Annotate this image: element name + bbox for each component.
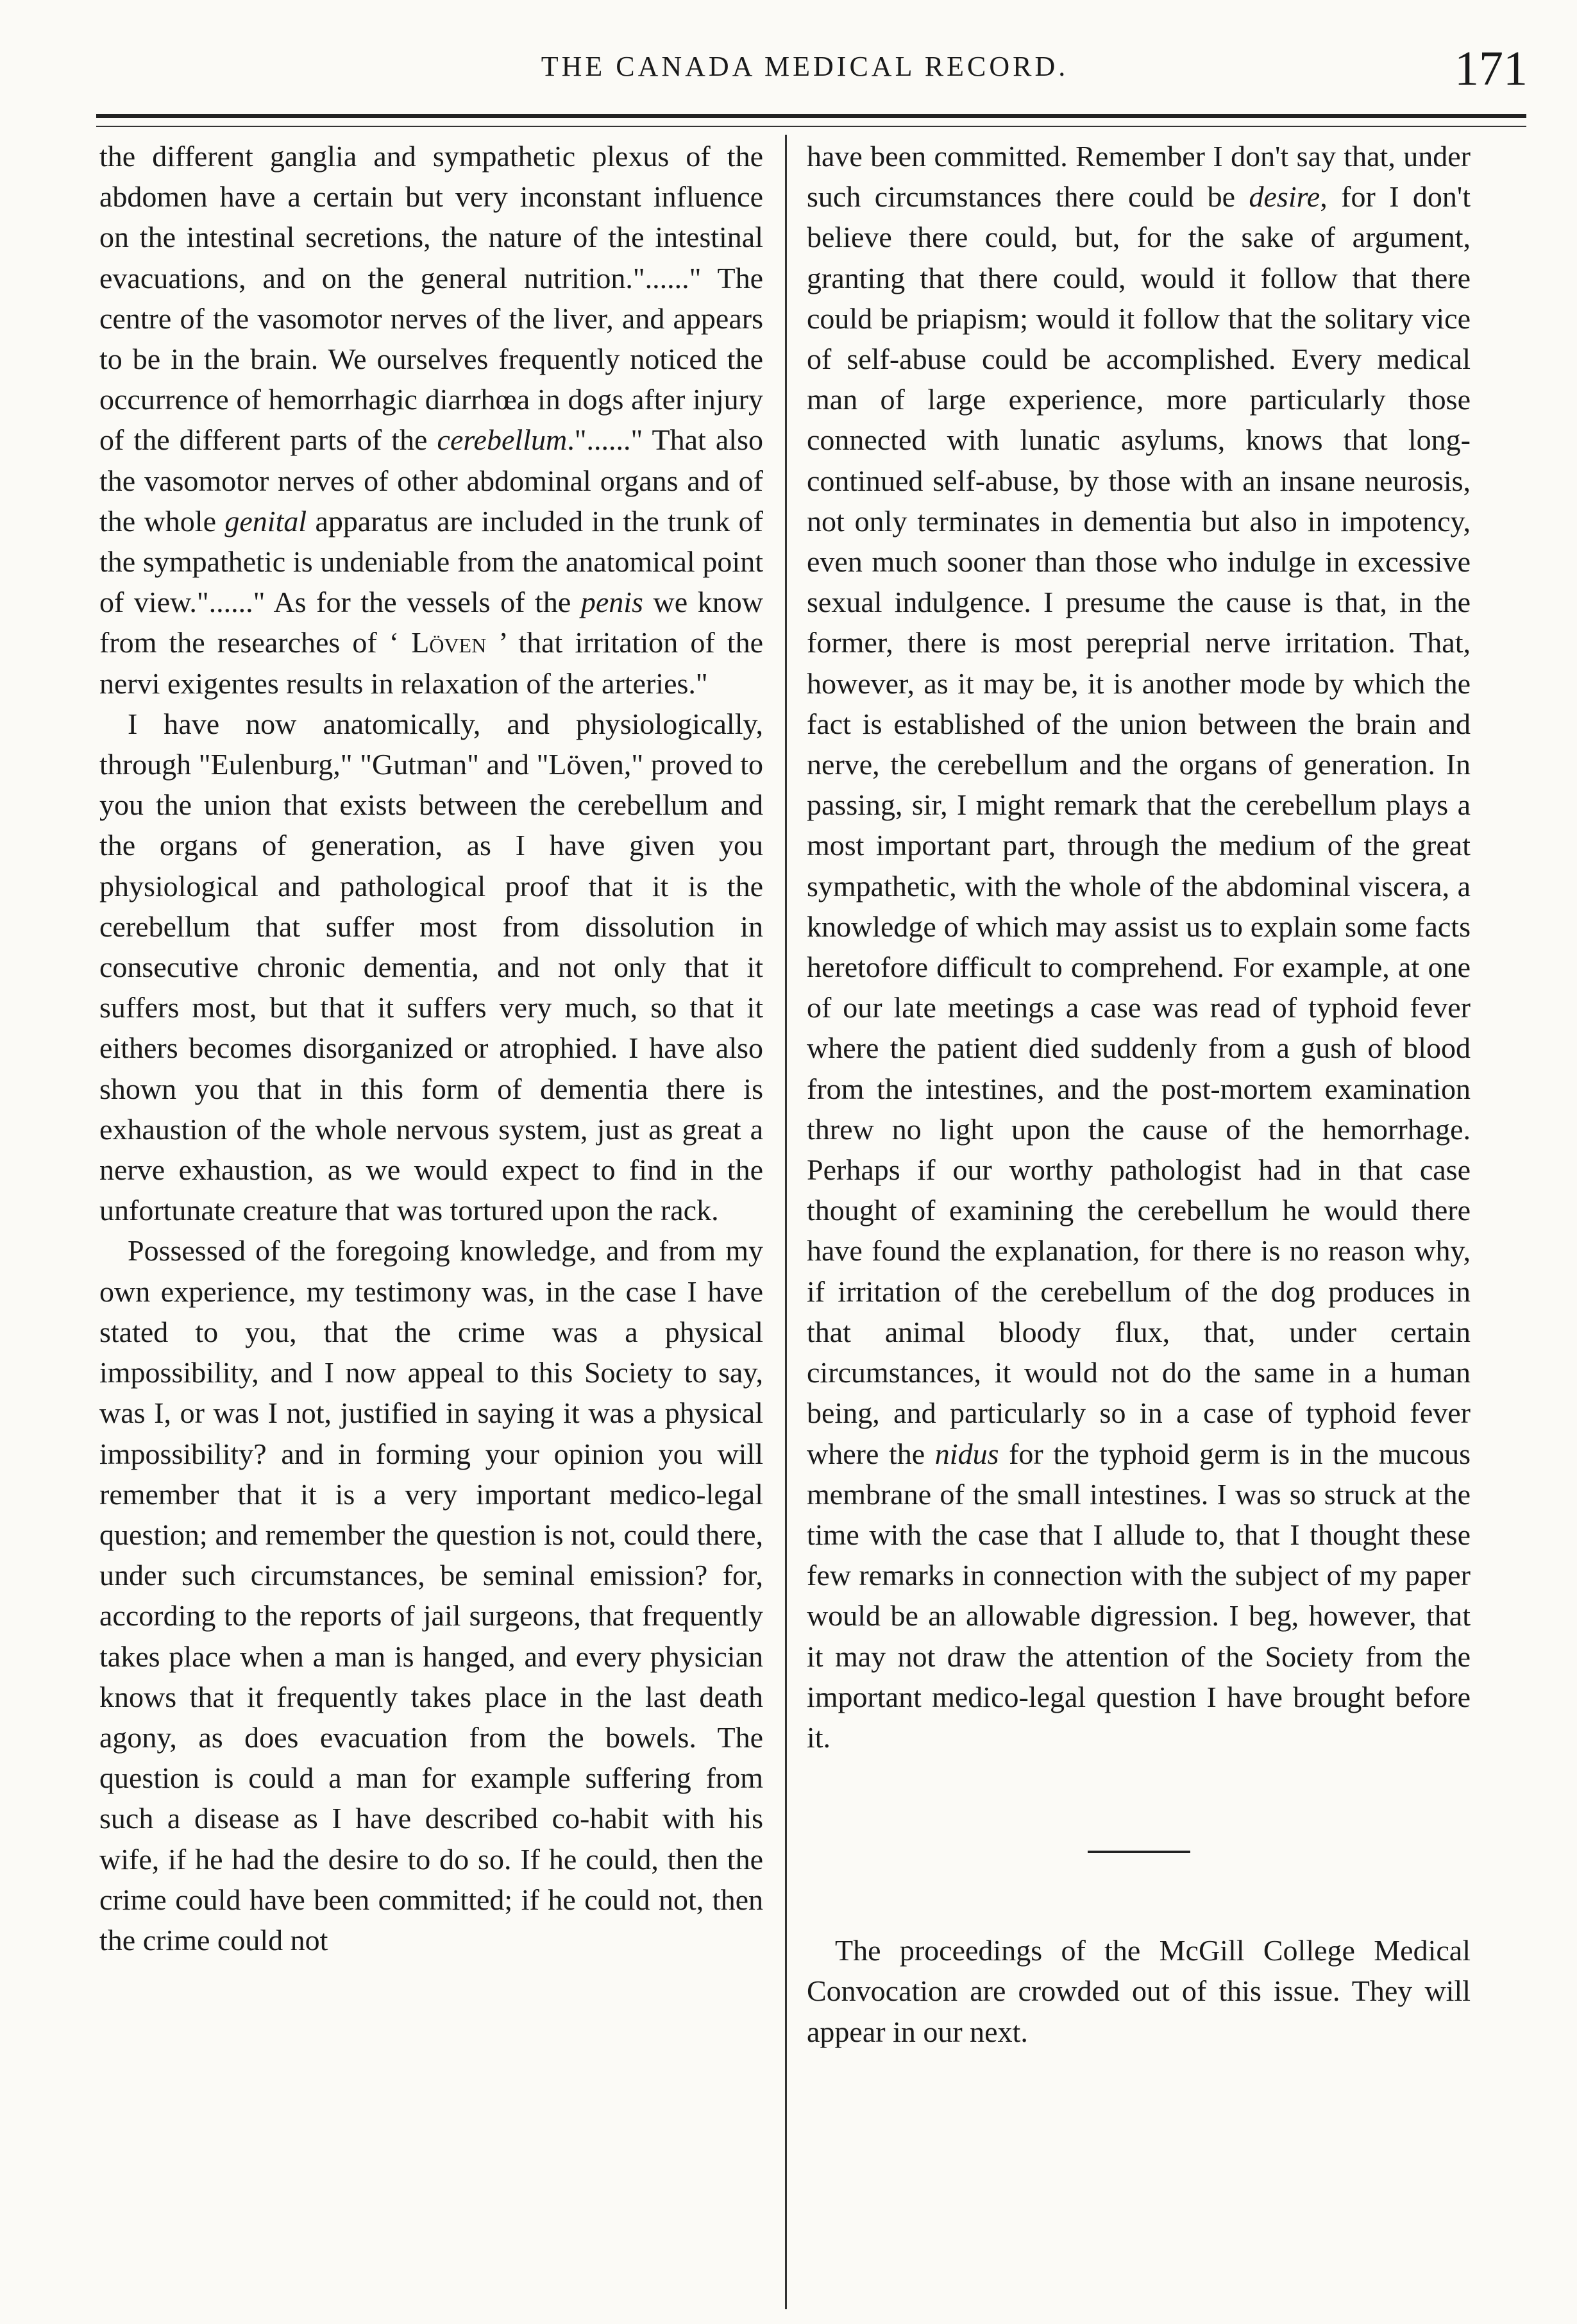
editorial-notice: The proceedings of the McGill College Medical Convocation are crowded out of this issue. They will appear in our next. bbox=[807, 1934, 1471, 2048]
header-rule-thick bbox=[96, 114, 1526, 118]
column-divider bbox=[785, 135, 787, 2309]
page-header bbox=[77, 38, 1533, 109]
left-column bbox=[99, 136, 763, 2317]
running-title: THE CANADA MEDICAL RECORD. bbox=[541, 51, 1069, 82]
page-number: 171 bbox=[1455, 42, 1528, 96]
paragraph-argument-continued: have been committed. Remember I don't say that, under such circumstances there could be desire, for I don't believe there could, but, for the sake of argument, granting that there could, would it follow that there could be priapism; would it follow that the solitary vice of self-abuse could be accomplished. Every medical man of large experience, more particularly those connected with lunatic asylums, knows that long-continued self-abuse, by those with an insane neurosis, not only terminates in dementia but also in impotency, even much sooner than those who indulge in excessive sexual indulgence. I presume the cause is that, in the former, there is most pereprial nerve irritation. That, however, as it may be, it is another mode by which the fact is established of the union between the brain and nerve, the cerebellum and the organs of generation. In passing, sir, I might remark that the cerebellum plays a most important part, through the medium of the great sympathetic, with the whole of the abdominal viscera, a knowledge of which may assist us to explain some facts heretofore difficult to comprehend. For example, at one of our late meetings a case was read of typhoid fever where the patient died suddenly from a gush of blood from the intestines, and the post-mortem examination threw no light upon the cause of the hemorrhage. Perhaps if our worthy pathologist had in that case thought of examining the cerebellum he would there have found the explanation, for there is no reason why, if irritation of the cerebellum of the dog produces in that animal bloody flux, that, under certain circumstances, it would not do the same in a human being, and particularly so in a case of typhoid fever where the nidus for the typhoid germ is in the mucous membrane of the small intestines. I was so struck at the time with the case that I allude to, that I thought these few remarks in connection with the subject of my paper would be an allowable digression. I beg, however, that it may not draw the attention of the Society from the important medico-legal question I have brought before it. bbox=[807, 140, 1471, 1754]
paragraph-testimony: Possessed of the foregoing knowledge, and from my own experience, my testimony was, in the case I have stated to you, that the crime was a physical impossibility, and I now appeal to this Society to say, was I, or was I not, justified in saying it was a physical impossibility? and in forming your opinion you will remember that it is a very important medico-legal question; and remember the question is not, could there, under such circumstances, be seminal emission? for, according to the reports of jail surgeons, that frequently takes place when a man is hanged, and every physician knows that it frequently takes place in the last death agony, as does evacuation from the bowels. The question is could a man for example suffering from such a disease as I have described co-habit with his wife, if he had the desire to do so. If he could, then the crime could have been committed; if he could not, then the crime could not bbox=[99, 1234, 763, 1956]
right-column bbox=[807, 136, 1471, 2317]
paragraph-anatomical-proof: I have now anatomically, and physiologically, through "Eulenburg," "Gutman" and "Löven," proved to you the union that exists between the cerebellum and the organs of generation, as I have given you physiological and pathological proof that it is the cerebellum that suffer most from dissolution in consecutive chronic dementia, and not only that it suffers most, but that it suffers very much, so that it eithers becomes disorganized or atrophied. I have also shown you that in this form of dementia there is exhaustion of the whole nervous system, just as great a nerve exhaustion, as we would expect to find in the unfortunate creature that was tortured upon the rack. bbox=[99, 707, 763, 1227]
paragraph-continued-quotation: the different ganglia and sympathetic plexus of the abdomen have a certain but very inconstant influence on the intestinal secretions, the nature of the intestinal evacuations, and on the general nutrition."......" The centre of the vasomotor nerves of the liver, and appears to be in the brain. We ourselves frequently noticed the occurrence of hemorrhagic diarrhœa in dogs after injury of the different parts of the cerebellum."......" That also the vasomotor nerves of other abdominal organs and of the whole genital apparatus are included in the trunk of the sympathetic is undeniable from the anatomical point of view."......" As for the vessels of the penis we know from the researches of ‘ Löven ’ that irritation of the nervi exigentes results in relaxation of the arteries." bbox=[99, 140, 763, 700]
header-rule-thin bbox=[96, 126, 1526, 127]
section-separator bbox=[1088, 1851, 1190, 1853]
